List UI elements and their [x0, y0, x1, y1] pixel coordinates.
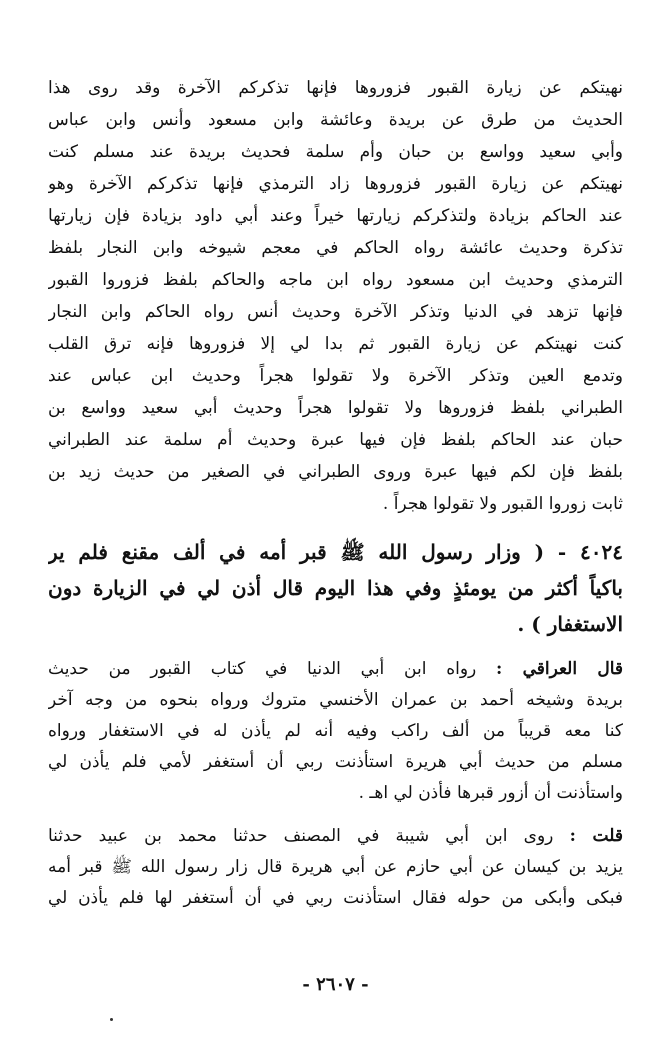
text-line: وأبي سعيد وواسع بن حبان وأم سلمة فحديث بريدة عند مسلم كنت — [48, 142, 623, 162]
text-line: نهيتكم عن زيارة القبور فزوروها زاد الترمذي فإنها تذكركم الآخرة وهو — [48, 174, 623, 194]
text-line: الترمذي وحديث ابن مسعود رواه ابن ماجه والحاكم بلفظ فزوروا القبور — [48, 270, 623, 290]
commentary-paragraph — [48, 72, 623, 520]
text-line: تذكرة وحديث عائشة رواه الحاكم في معجم شيوخه وابن النجار بلفظ — [48, 238, 623, 258]
text-line: كنت نهيتكم عن زيارة القبور ثم بدا لي إلا فزوروها فإنه ترق القلب — [48, 334, 623, 354]
text-line: بلفظ فإن لكم فيها عبرة وروى الطبراني في الصغير من حديث زيد بن — [48, 462, 623, 482]
hadith-line: ٤٠٢٤ - ( وزار رسول الله ﷺ قبر أمه في ألف مقنع فلم ير — [48, 540, 623, 564]
text-line: الحديث من طرق عن بريدة وعائشة وابن مسعود وأنس وابن عباس — [48, 110, 623, 130]
text-line — [48, 654, 623, 685]
author-note — [48, 821, 623, 914]
text-line: مسلم من حديث أبي هريرة استأذنت ربي أن أستغفر لأمي فلم يأذن لي — [48, 752, 623, 772]
text-span: روى ابن أبي شيبة في المصنف حدثنا محمد بن عبيد حدثنا — [48, 826, 554, 846]
text-line: واستأذنت أن أزور قبرها فأذن لي اهـ . — [358, 783, 623, 803]
text-line — [48, 821, 623, 852]
iraqi-label: قال العراقي : — [496, 659, 623, 679]
text-line: حبان عند الحاكم بلفظ فإن فيها عبرة وحديث أم سلمة عند الطبراني — [48, 430, 623, 450]
ink-dot — [110, 1018, 113, 1021]
iraqi-commentary — [48, 654, 623, 809]
page-number: - ٢٦٠٧ - — [302, 974, 369, 995]
text-line: فإنها تزهد في الدنيا وتذكر الآخرة وحديث أنس رواه الحاكم وابن النجار — [48, 302, 623, 322]
text-line: ثابت زوروا القبور ولا تقولوا هجراً . — [382, 494, 623, 514]
hadith-line: باكياً أكثر من يومئذٍ وفي هذا اليوم قال أذن لي في الزيارة دون — [48, 576, 623, 600]
text-line: وتدمع العين وتذكر الآخرة ولا تقولوا هجراً وحديث ابن عباس عند — [48, 366, 623, 386]
text-line: كنا معه قريباً من ألف راكب وفيه أنه لم يأذن له في الاستغفار ورواه — [48, 721, 623, 741]
text-line: الطبراني بلفظ فزوروها ولا تقولوا هجراً وحديث أبي سعيد وواسع بن — [48, 398, 623, 418]
text-line: نهيتكم عن زيارة القبور فزوروها فإنها تذكركم الآخرة وقد روى هذا — [48, 78, 623, 98]
text-line: عند الحاكم بزيادة ولتذكركم زيارتها خيراً وعند أبي داود بزيادة فإن زيارتها — [48, 206, 623, 226]
text-line: يزيد بن كيسان عن أبي حازم عن أبي هريرة قال زار رسول الله ﷺ قبر أمه — [48, 857, 623, 877]
qultu-label: قلت : — [569, 826, 623, 846]
hadith-block — [48, 534, 623, 642]
text-span: رواه ابن أبي الدنيا في كتاب القبور من حديث — [48, 659, 477, 679]
hadith-line: الاستغفار ) . — [517, 612, 623, 636]
text-line: فبكى وأبكى من حوله فقال استأذنت ربي في أن أستغفر لها فلم يأذن لي — [48, 888, 623, 908]
page-body — [48, 72, 623, 914]
text-line: بريدة وشيخه أحمد بن عمران الأخنسي متروك ورواه بنحوه من وجه آخر — [48, 690, 623, 710]
